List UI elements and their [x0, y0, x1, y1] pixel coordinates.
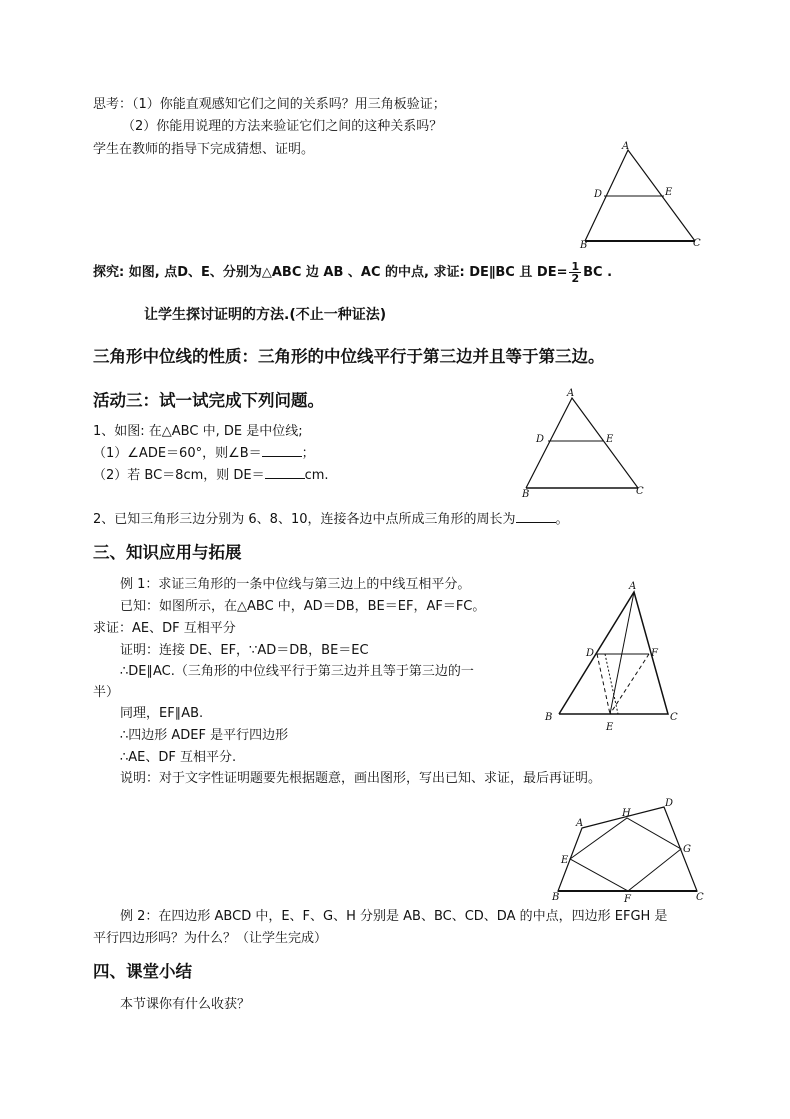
label-E: E: [561, 855, 569, 866]
answer-blank: [262, 446, 302, 457]
example1-prove: 求证：AE、DF 互相平分: [93, 621, 236, 636]
midline-property: 三角形中位线的性质：三角形的中位线平行于第三边并且等于第三边。: [93, 347, 605, 366]
proof-line-4: 同理，EF∥AB.: [120, 706, 204, 721]
example1: 例 1：求证三角形的一条中位线与第三边上的中线互相平分。: [120, 577, 471, 592]
proof-line-1: 证明：连接 DE、EF，∵AD＝DB，BE＝EC: [120, 643, 369, 658]
proof-line-3: 半）: [93, 685, 120, 700]
activity3-title: 活动三：试一试完成下列问题。: [93, 391, 324, 410]
label-H: H: [622, 808, 631, 819]
label-D: D: [665, 798, 674, 809]
label-B: B: [545, 712, 553, 723]
answer-blank: [516, 512, 556, 523]
section3-title: 三、知识应用与拓展: [93, 543, 242, 562]
activity3-problem-1a: （1）∠ADE＝60°，则∠B＝ ；: [93, 446, 315, 461]
think-question-1: 思考：（1）你能直观感知它们之间的关系吗？用三角板验证；: [93, 97, 446, 112]
activity3-problem-2: 2、已知三角形三边分别为 6、8、10，连接各边中点所成三角形的周长为 。: [93, 512, 569, 527]
label-G: G: [683, 844, 691, 855]
think-question-2: （2）你能用说理的方法来验证它们之间的这种关系吗？: [122, 119, 443, 134]
fraction-one-half: $\frac{1}{2}$: [571, 260, 580, 285]
summary-question: 本节课你有什么收获？: [120, 997, 251, 1012]
label-B: B: [522, 489, 530, 500]
label-A: A: [576, 818, 584, 829]
example2-line-1: 例 2：在四边形 ABCD 中，E、F、G、H 分别是 AB、BC、CD、DA 的中点，四边形 EFGH 是: [120, 909, 668, 924]
proof-line-5: ∴四边形 ADEF 是平行四边形: [120, 728, 289, 743]
answer-blank: [265, 468, 305, 479]
figure-triangle-example1: [540, 581, 690, 734]
label-F: F: [651, 648, 658, 659]
figure-triangle-midline-2: [520, 390, 650, 500]
label-A: A: [567, 388, 575, 399]
activity3-problem-1: 1、如图: 在△ABC 中, DE 是中位线;: [93, 424, 303, 439]
figure-triangle-midline-1: [580, 140, 700, 250]
example2-line-2: 平行四边形吗？为什么？（让学生完成）: [93, 931, 328, 946]
explore-method: 让学生探讨证明的方法.(不止一种证法): [144, 307, 387, 323]
label-C: C: [696, 892, 704, 903]
label-E: E: [606, 722, 614, 733]
section4-title: 四、课堂小结: [93, 962, 192, 981]
label-F: F: [624, 894, 631, 905]
label-D: D: [586, 648, 595, 659]
label-E: E: [665, 187, 673, 198]
proof-line-2: ∴DE∥AC.（三角形的中位线平行于第三边并且等于第三边的一: [120, 664, 474, 679]
label-C: C: [693, 238, 701, 249]
label-C: C: [670, 712, 678, 723]
figure-quadrilateral-example2: [550, 796, 710, 906]
example1-given: 已知：如图所示，在△ABC 中，AD＝DB，BE＝EF，AF＝FC。: [120, 599, 486, 614]
activity3-problem-1b: （2）若 BC＝8cm，则 DE＝ cm.: [93, 468, 329, 483]
label-A: A: [622, 141, 630, 152]
label-C: C: [636, 486, 644, 497]
proof-line-6: ∴AE、DF 互相平分.: [120, 750, 237, 765]
think-instruction: 学生在教师的指导下完成猜想、证明。: [93, 142, 315, 157]
label-E: E: [606, 434, 614, 445]
label-A: A: [629, 581, 637, 592]
label-B: B: [552, 892, 560, 903]
proof-note: 说明：对于文字性证明题要先根据题意，画出图形，写出已知、求证，最后再证明。: [120, 771, 602, 786]
label-B: B: [580, 240, 588, 251]
explore-statement: 探究: 如图, 点D、E、分别为△ABC 边 AB 、AC 的中点, 求证: DE∥BC 且 DE= $\frac{1}{2}$ BC .: [93, 260, 613, 285]
label-D: D: [536, 434, 545, 445]
label-D: D: [594, 189, 603, 200]
